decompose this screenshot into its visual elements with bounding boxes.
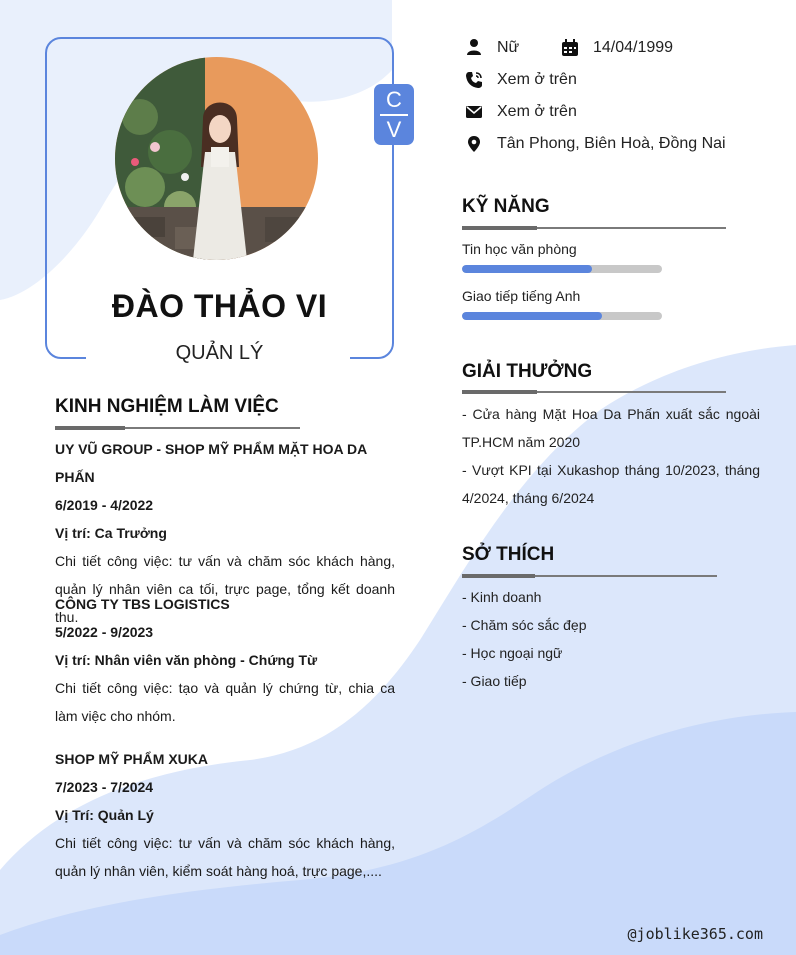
experience-title: KINH NGHIỆM LÀM VIỆC bbox=[55, 396, 279, 417]
profile-photo bbox=[115, 57, 318, 260]
experience-position: Vị trí: Ca Trưởng bbox=[55, 525, 167, 541]
hobby-item: - Chăm sóc sắc đẹp bbox=[462, 617, 587, 633]
hobbies-underline bbox=[462, 575, 717, 577]
skill-bar bbox=[462, 265, 662, 273]
experience-item bbox=[55, 590, 395, 730]
contact-birthdate: 14/04/1999 bbox=[593, 39, 674, 56]
cv-badge bbox=[374, 84, 414, 145]
contact-email: Xem ở trên bbox=[497, 103, 577, 120]
hobbies-title: SỞ THÍCH bbox=[462, 544, 555, 565]
location-icon bbox=[465, 135, 483, 153]
profile-name: ĐÀO THẢO VI bbox=[111, 288, 328, 324]
awards-title: GIẢI THƯỞNG bbox=[462, 361, 593, 382]
person-icon bbox=[465, 38, 483, 56]
skill-bar-fill bbox=[462, 312, 602, 320]
experience-company: CÔNG TY TBS LOGISTICS bbox=[55, 596, 230, 612]
contact-gender: Nữ bbox=[497, 39, 520, 56]
skill-bar-fill bbox=[462, 265, 592, 273]
skill-label: Tin học văn phòng bbox=[462, 241, 577, 257]
experience-underline bbox=[55, 427, 300, 429]
award-item: - Vượt KPI tại Xukashop tháng 10/2023, tháng 4/2024, tháng 6/2024 bbox=[462, 462, 760, 506]
hobby-item: - Học ngoại ngữ bbox=[462, 645, 563, 661]
experience-item bbox=[55, 745, 395, 885]
awards-underline bbox=[462, 391, 726, 393]
experience-company: SHOP MỸ PHẨM XUKA bbox=[55, 751, 208, 767]
experience-company: UY VŨ GROUP - SHOP MỸ PHẨM MẶT HOA DA PHẤN bbox=[55, 441, 367, 485]
watermark-text: @joblike365.com bbox=[627, 925, 763, 943]
contact-phone: Xem ở trên bbox=[497, 71, 577, 88]
hobby-item: - Giao tiếp bbox=[462, 673, 527, 689]
experience-date: 7/2023 - 7/2024 bbox=[55, 779, 154, 795]
cv-divider bbox=[380, 114, 408, 116]
hobbies-list bbox=[462, 583, 587, 695]
skill-label: Giao tiếp tiếng Anh bbox=[462, 288, 581, 304]
calendar-icon bbox=[561, 39, 579, 57]
profile-role: QUẢN LÝ bbox=[175, 342, 264, 364]
skills-title: KỸ NĂNG bbox=[462, 196, 550, 217]
hobby-item: - Kinh doanh bbox=[462, 589, 542, 605]
mail-icon bbox=[465, 103, 483, 121]
award-item: - Cửa hàng Mặt Hoa Da Phấn xuất sắc ngoài TP.HCM năm 2020 bbox=[462, 406, 760, 450]
experience-description: Chi tiết công việc: tư vấn và chăm sóc khách hàng, quản lý nhân viên, kiểm soát hàng hoá, trực page,.... bbox=[55, 835, 395, 879]
contact-address: Tân Phong, Biên Hoà, Đồng Nai bbox=[497, 135, 726, 152]
skill-bar bbox=[462, 312, 662, 320]
experience-date: 5/2022 - 9/2023 bbox=[55, 624, 154, 640]
cv-letter-c: C bbox=[386, 87, 402, 112]
experience-position: Vị trí: Nhân viên văn phòng - Chứng Từ bbox=[55, 652, 318, 668]
experience-description: Chi tiết công việc: tư vấn và chăm sóc khách hàng, quản lý nhân viên ca tối, trực page, tổng kết doanh thu. bbox=[55, 553, 395, 625]
cv-letter-v: V bbox=[386, 117, 402, 142]
awards-list bbox=[462, 400, 760, 512]
skills-underline bbox=[462, 227, 726, 229]
experience-position: Vị Trí: Quản Lý bbox=[55, 807, 154, 823]
phone-icon bbox=[465, 71, 483, 89]
experience-date: 6/2019 - 4/2022 bbox=[55, 497, 154, 513]
experience-description: Chi tiết công việc: tạo và quản lý chứng từ, chia ca làm việc cho nhóm. bbox=[55, 680, 395, 724]
